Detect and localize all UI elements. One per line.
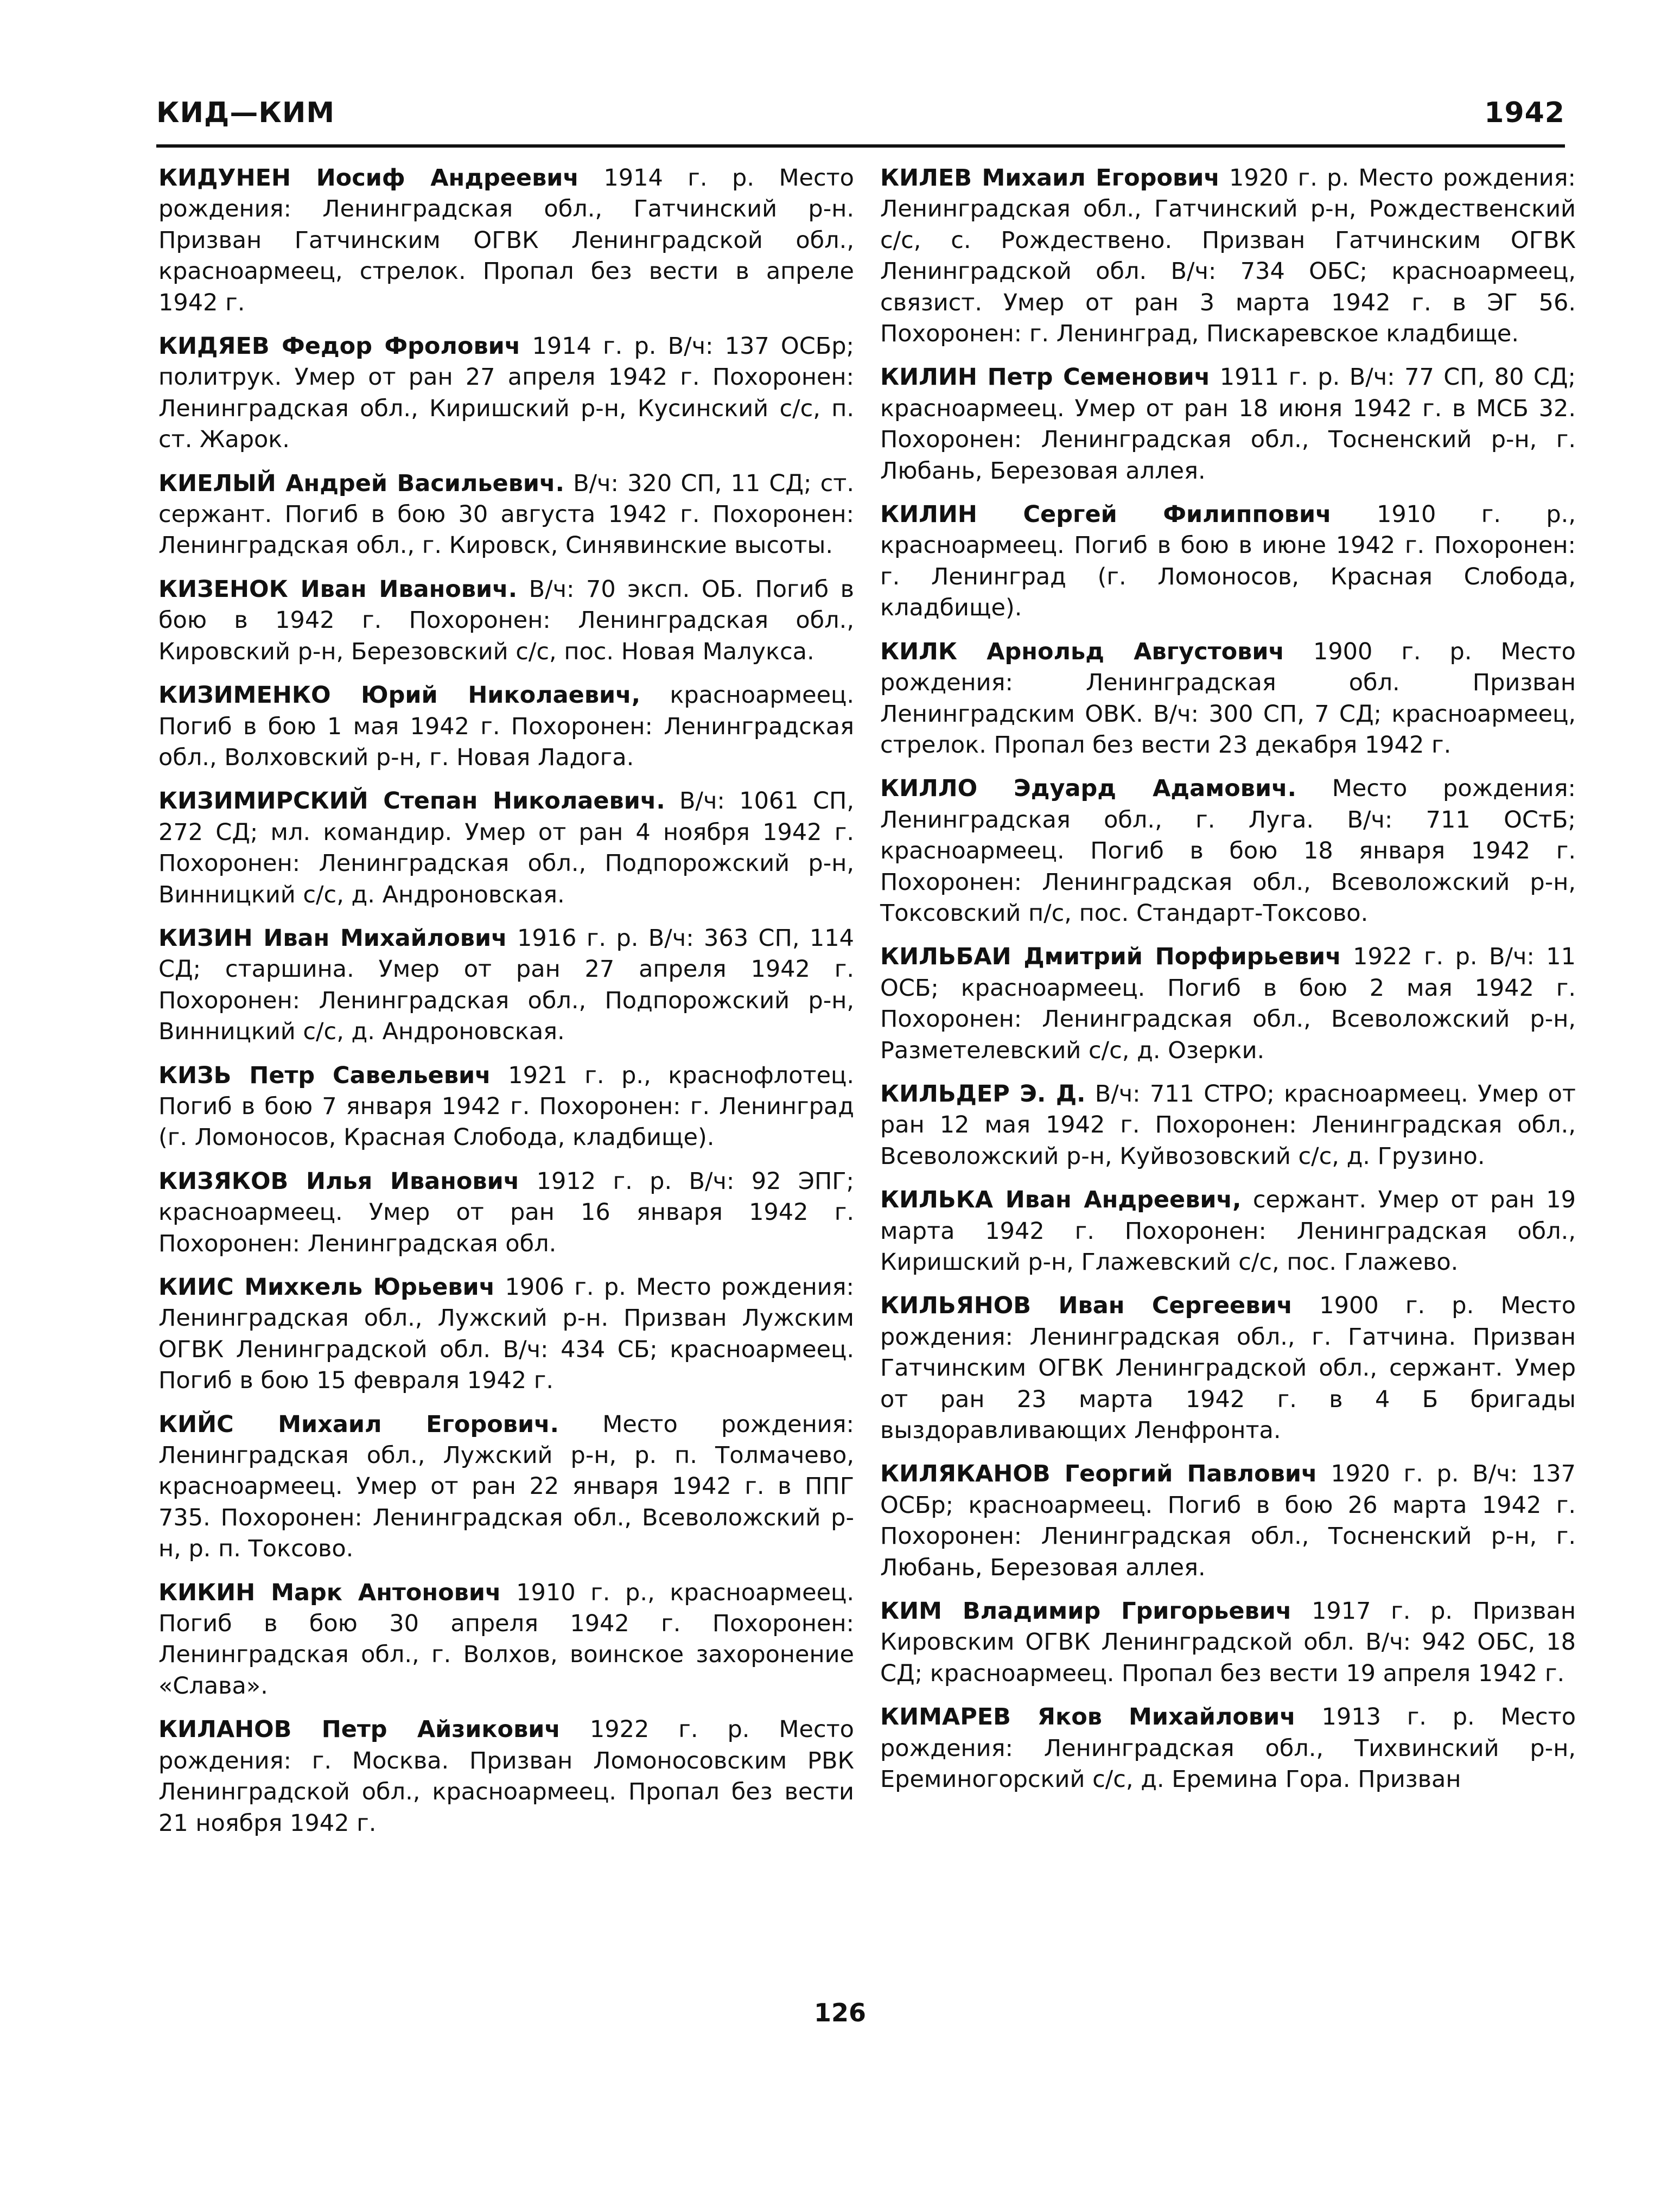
entry-text: В/ч: 711 СТРО; красноармеец. Умер от ран 12 мая 1942 г. Похоронен: Ленинградская обл., Всеволожский р-н, Куйвозовский с/с, д. Грузино. (880, 1080, 1576, 1170)
entry-name: КИМ Владимир Григорьевич (880, 1598, 1292, 1625)
entry-text: 1921 г. р., краснофлотец. Погиб в бою 7 января 1942 г. Похоронен: г. Ленинград (г. Ломоносов, Красная Слобода, кладбище). (158, 1061, 854, 1152)
entry (158, 1166, 854, 1259)
entry (880, 1459, 1576, 1583)
entry (880, 499, 1576, 624)
entry-name: КИМАРЕВ Яков Михайлович (880, 1703, 1296, 1731)
entry (880, 1596, 1576, 1689)
entry-text: 1920 г. р. В/ч: 137 ОСБр; красноармеец. Погиб в бою 26 марта 1942 г. Похоронен: Ленинградская обл., Тосненский р-н, г. Любань, Березовая аллея. (880, 1460, 1576, 1581)
entry-name: КИЛЕВ Михаил Егорович (880, 164, 1220, 192)
entry-name: КИЗИМИРСКИЙ Степан Николаевич. (158, 787, 665, 815)
right-column (880, 163, 1576, 1808)
entry-text: 1911 г. р. В/ч: 77 СП, 80 СД; красноармеец. Умер от ран 18 июня 1942 г. в МСБ 32. Похоронен: Ленинградская обл., Тосненский р-н, г. Любань, Березовая аллея. (880, 364, 1576, 485)
entry-name: КИЗИМЕНКО Юрий Николаевич, (158, 682, 641, 709)
entry-text: 1913 г. р. Место рождения: Ленинградская обл., Тихвинский р-н, Ереминогорский с/с, д. Еремина Гора. Призван (880, 1703, 1576, 1793)
entry-name: КИЗЯКОВ Илья Иванович (158, 1167, 520, 1195)
entry-text: 1914 г. р. Место рождения: Ленинградская обл., Гатчинский р-н. Призван Гатчинским ОГВК Ленинградской обл., красноармеец, стрелок. Пропал без вести в апреле 1942 г. (158, 164, 854, 316)
entry-name: КИЗЕНОК Иван Иванович. (158, 575, 518, 603)
entry (158, 1272, 854, 1397)
entry (880, 362, 1576, 487)
entry-name: КИЛЛО Эдуард Адамович. (880, 775, 1296, 803)
entry (158, 1714, 854, 1839)
entry-text: 1922 г. р. Место рождения: г. Москва. Призван Ломоносовским РВК Ленинградской обл., красноармеец. Пропал без вести 21 ноября 1942 г. (158, 1716, 854, 1837)
entry-name: КИИС Михкель Юрьевич (158, 1274, 495, 1301)
left-column (158, 163, 854, 1852)
entry (158, 1577, 854, 1702)
entry (158, 574, 854, 667)
entry (158, 1060, 854, 1154)
entry-text: 1900 г. р. Место рождения: Ленинградская обл. Призван Ленинградским ОВК. В/ч: 300 СП, 7 СД; красноармеец, стрелок. Пропал без вести 23 декабря 1942 г. (880, 638, 1576, 759)
entry (158, 331, 854, 456)
entry (880, 637, 1576, 761)
entry (158, 1409, 854, 1565)
entry (880, 942, 1576, 1066)
entry-text: 1922 г. р. В/ч: 11 ОСБ; красноармеец. Погиб в бою 2 мая 1942 г. Похоронен: Ленинградская обл., Всеволожский р-н, Разметелевский с/с, д. Озерки. (880, 943, 1576, 1064)
entry (880, 163, 1576, 349)
entry-text: 1914 г. р. В/ч: 137 ОСБр; политрук. Умер от ран 27 апреля 1942 г. Похоронен: Ленинградская обл., Киришский р-н, Кусинский с/с, п. ст. Жарок. (158, 333, 854, 454)
entry (880, 1185, 1576, 1278)
entry-text: В/ч: 70 эксп. ОБ. Погиб в бою в 1942 г. Похоронен: Ленинградская обл., Кировский р-н, Березовский с/с, пос. Новая Малукса. (158, 575, 854, 665)
entry-text: В/ч: 1061 СП, 272 СД; мл. командир. Умер от ран 4 ноября 1942 г. Похоронен: Ленинградская обл., Подпорожский р-н, Винницкий с/с, д. Андроновская. (158, 787, 854, 908)
entry-text: 1906 г. р. Место рождения: Ленинградская обл., Лужский р-н. Призван Лужским ОГВК Ленинградской обл. В/ч: 434 СБ; красноармеец. Погиб в бою 15 февраля 1942 г. (158, 1274, 854, 1395)
entry-text: 1900 г. р. Место рождения: Ленинградская обл., г. Гатчина. Призван Гатчинским ОГВК Ленинградской обл., сержант. Умер от ран 23 марта 1942 г. в 4 Б бригады выздоравливающих Ленфронта. (880, 1292, 1576, 1445)
entry (158, 923, 854, 1048)
entry-text: 1920 г. р. Место рождения: Ленинградская обл., Гатчинский р-н, Рождественский с/с, с. Рождествено. Призван Гатчинским ОГВК Ленинградской обл. В/ч: 734 ОБС; красноармеец, связист. Умер от ран 3 марта 1942 г. в ЭГ 56. Похоронен: г. Ленинград, Пискаревское кладбище. (880, 164, 1576, 348)
entry-text: В/ч: 320 СП, 11 СД; ст. сержант. Погиб в бою 30 августа 1942 г. Похоронен: Ленинградская обл., г. Кировск, Синявинские высоты. (158, 469, 854, 559)
entry-name: КИКИН Марк Антонович (158, 1579, 501, 1606)
entry-name: КИЛИН Петр Семенович (880, 364, 1211, 391)
entry-name: КИЙС Михаил Егорович. (158, 1410, 559, 1438)
entry-text: сержант. Умер от ран 19 марта 1942 г. Похоронен: Ленинградская обл., Киришский р-н, Глажевский с/с, пос. Глажево. (880, 1186, 1576, 1276)
entry-text: Место рождения: Ленинградская обл., Лужский р-н, р. п. Толмачево, красноармеец. Умер от ран 22 января 1942 г. в ППГ 735. Похоронен: Ленинградская обл., Всеволожский р-н, р. п. Токсово. (158, 1410, 854, 1563)
entry (158, 786, 854, 911)
entry-name: КИЗЬ Петр Савельевич (158, 1061, 491, 1089)
entry-name: КИЛЬКА Иван Андреевич, (880, 1186, 1242, 1214)
header-rule (156, 144, 1565, 148)
entry (880, 1290, 1576, 1446)
header-year: 1942 (1484, 97, 1565, 129)
entry-name: КИЛЯКАНОВ Георгий Павлович (880, 1460, 1318, 1488)
entry-text: 1917 г. р. Призван Кировским ОГВК Ленинградской обл. В/ч: 942 ОБС, 18 СД; красноармеец. Пропал без вести 19 апреля 1942 г. (880, 1598, 1576, 1687)
entry-name: КИДУНЕН Иосиф Андреевич (158, 164, 579, 192)
entry-text: 1916 г. р. В/ч: 363 СП, 114 СД; старшина. Умер от ран 27 апреля 1942 г. Похоронен: Ленинградская обл., Подпорожский р-н, Винницкий с/с, д. Андроновская. (158, 924, 854, 1046)
entry-name: КИЗИН Иван Михайлович (158, 924, 507, 952)
entry (158, 680, 854, 773)
running-header (156, 97, 1565, 136)
entry-name: КИДЯЕВ Федор Фролович (158, 333, 521, 360)
entry-text: 1912 г. р. В/ч: 92 ЭПГ; красноармеец. Умер от ран 16 января 1942 г. Похоронен: Ленинградская обл. (158, 1167, 854, 1257)
entry-name: КИЛК Арнольд Августович (880, 638, 1285, 665)
entry-text: красноармеец. Погиб в бою 1 мая 1942 г. Похоронен: Ленинградская обл., Волховский р-н, г. Новая Ладога. (158, 682, 854, 771)
entry (158, 468, 854, 562)
entry-text: 1910 г. р., красноармеец. Погиб в бою в июне 1942 г. Похоронен: г. Ленинград (г. Ломоносов, Красная Слобода, кладбище). (880, 501, 1576, 622)
entry (880, 1702, 1576, 1795)
entry-name: КИЕЛЫЙ Андрей Васильевич. (158, 469, 564, 497)
header-range: КИД—КИМ (156, 97, 335, 129)
entry-name: КИЛАНОВ Петр Айзикович (158, 1716, 561, 1744)
entry-text: 1910 г. р., красноармеец. Погиб в бою 30 апреля 1942 г. Похоронен: Ленинградская обл., г. Волхов, воинское захоронение «Слава». (158, 1579, 854, 1700)
page-number: 126 (813, 1998, 867, 2027)
entry-name: КИЛЬДЕР Э. Д. (880, 1080, 1086, 1108)
entry-text: Место рождения: Ленинградская обл., г. Луга. В/ч: 711 ОСтБ; красноармеец. Погиб в бою 18 января 1942 г. Похоронен: Ленинградская обл., Всеволожский р-н, Токсовский п/с, пос. Стандарт-Токсово. (880, 775, 1576, 927)
entry-name: КИЛЬЯНОВ Иван Сергеевич (880, 1292, 1293, 1320)
entry-name: КИЛИН Сергей Филиппович (880, 501, 1332, 529)
entry-name: КИЛЬБАИ Дмитрий Порфирьевич (880, 943, 1341, 971)
entry (880, 773, 1576, 929)
entry (158, 163, 854, 319)
entry (880, 1079, 1576, 1172)
